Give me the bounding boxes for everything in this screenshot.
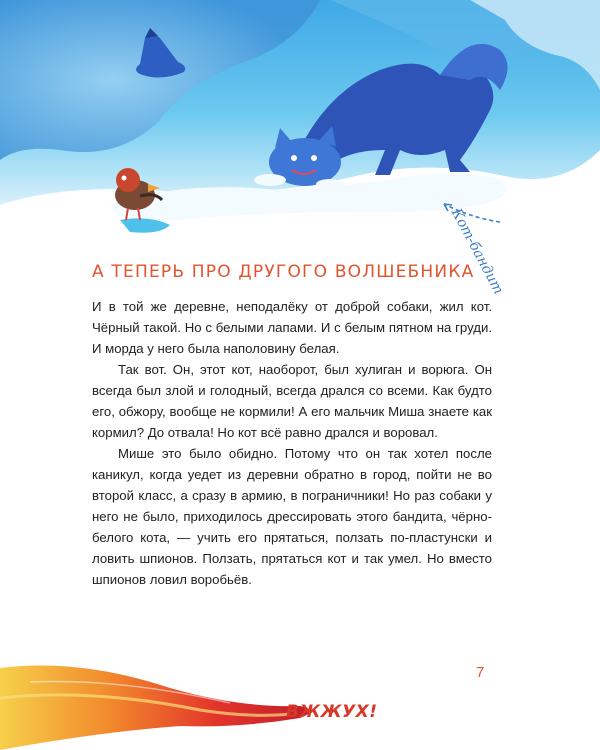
paragraph: И в той же деревне, неподалёку от доброй собаки, жил кот. Чёрный такой. Но с белыми лапами. И с белым пятном на груди. И морда у него была наполовину белая. bbox=[92, 299, 492, 356]
motion-streak-illustration bbox=[0, 648, 360, 750]
chapter-title: А ТЕПЕРЬ ПРО ДРУГОГО ВОЛШЕБНИКА bbox=[92, 262, 475, 282]
top-illustration bbox=[0, 0, 600, 260]
body-text bbox=[92, 296, 492, 590]
page-number: 7 bbox=[476, 664, 485, 681]
paragraph: Мише это было обидно. Потому что он так хотел после каникул, когда уедет из деревни обратно в город, пойти не во второй класс, а сразу в армию, в пограничники! Но раз собаки у него не было, приходилось дрессировать этого бандита, чёрно-белого кота, — учить его прятаться, ползать по-пластунски и ловить шпионов. Ползать, прятаться кот и так умел. Но вместо шпионов ловил воробьёв. bbox=[92, 446, 492, 587]
illustration-caption: Кот-бандит bbox=[447, 206, 507, 298]
paragraph: Так вот. Он, этот кот, наоборот, был хулиган и ворюга. Он всегда был злой и голодный, всегда дрался со всеми. Как будто его, обжору, вообще не кормили! А его мальчик Миша знаете как кормил? До отвала! Но кот всё равно дрался и воровал. bbox=[92, 362, 492, 440]
sound-effect-text: ВЖЖУХ! bbox=[286, 702, 378, 722]
